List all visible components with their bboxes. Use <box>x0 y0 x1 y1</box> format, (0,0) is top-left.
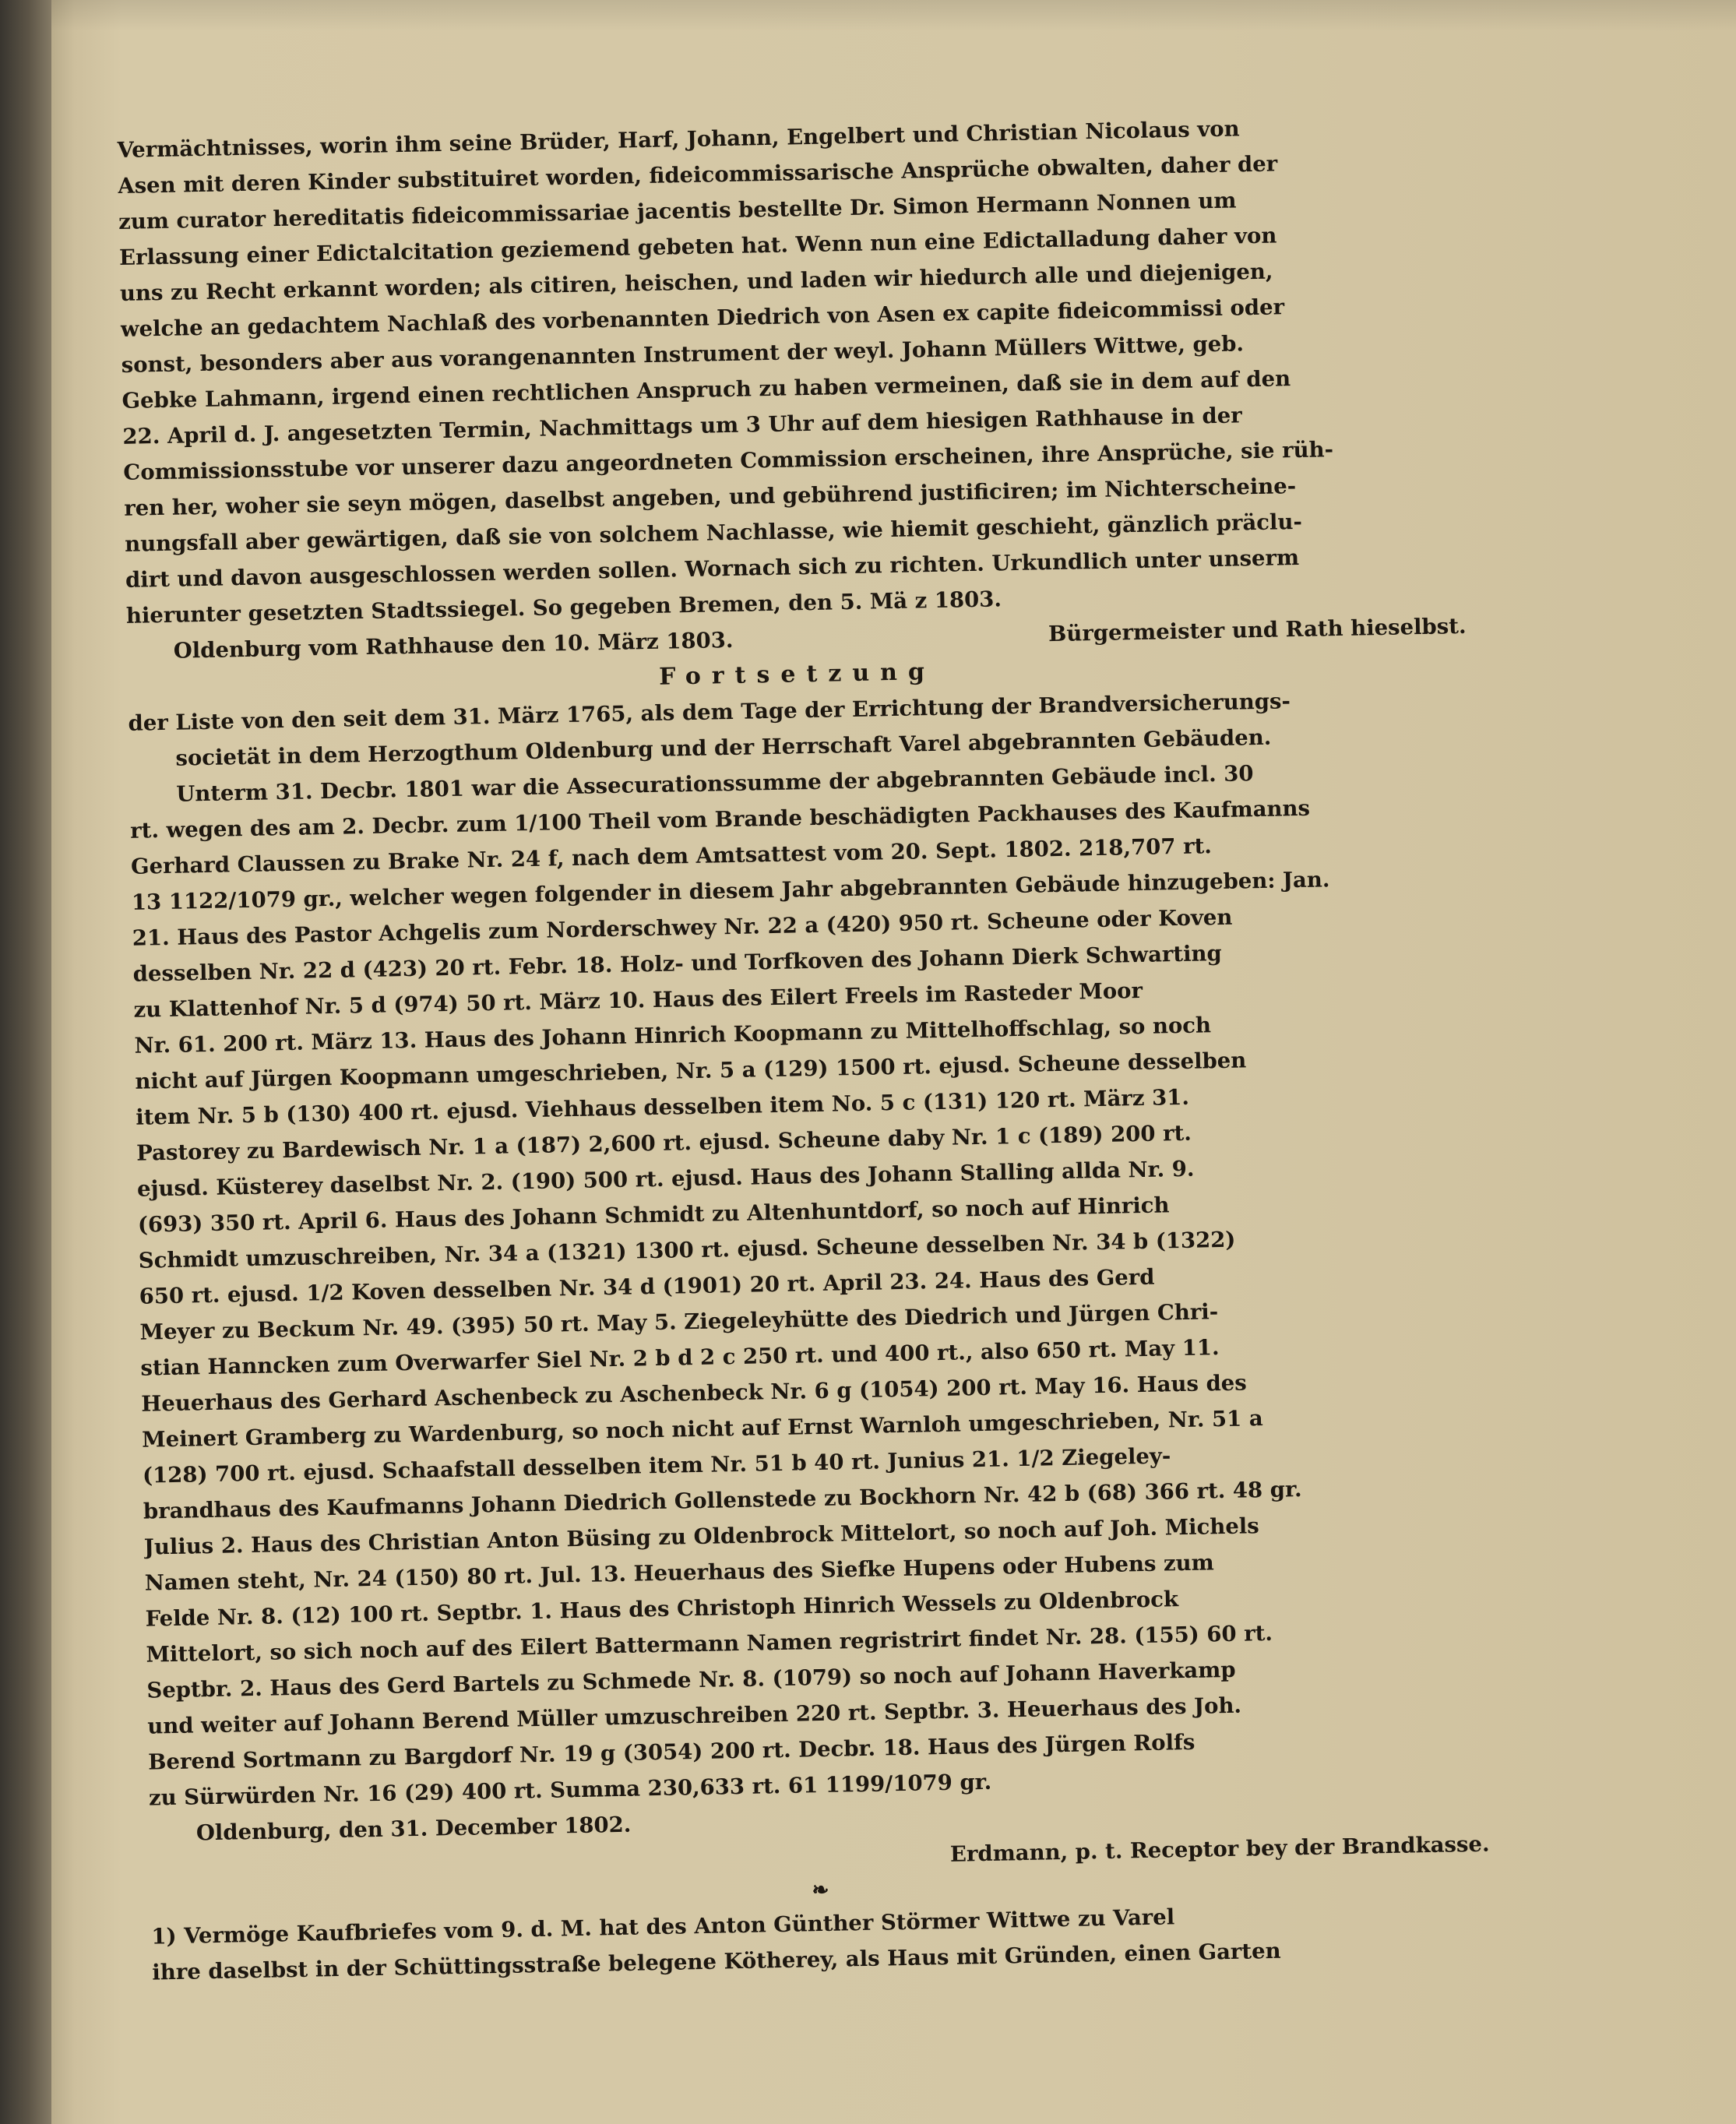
text-line: hierunter gesetzten Stadtssiegel. So gegeben Bremen, den 5. Mä z 1803. <box>125 586 1002 629</box>
list-line: Heuerhaus des Gerhard Aschenbeck zu Aschenbeck Nr. 6 g (1054) 200 rt. May 16. Haus des <box>141 1370 1248 1417</box>
list-line: ejusd. Küsterey daselbst Nr. 2. (190) 500 rt. ejusd. Haus des Johann Stalling allda Nr. 9. <box>136 1156 1195 1202</box>
subtitle-line: societät in dem Herzogthum Oldenburg und der Herrschaft Varel abgebrannten Gebäuden. <box>175 724 1272 771</box>
list-line: Pastorey zu Bardewisch Nr. 1 a (187) 2,600 rt. ejusd. Scheune daby Nr. 1 c (189) 200 rt. <box>136 1120 1192 1166</box>
closing-place-date: Oldenburg, den 31. December 1802. <box>195 1812 632 1846</box>
list-line: Julius 2. Haus des Christian Anton Büsing zu Oldenbrock Mittelort, so noch auf Joh. Michels <box>143 1513 1260 1560</box>
list-line: zu Klattenhof Nr. 5 d (974) 50 rt. März 10. Haus des Eilert Freels im Rasteder Moor <box>133 977 1143 1023</box>
page-shadow <box>51 0 1736 31</box>
list-line: Felde Nr. 8. (12) 100 rt. Septbr. 1. Haus des Christoph Hinrich Wessels zu Oldenbrock <box>145 1587 1179 1632</box>
list-line: Mittelort, so sich noch auf des Eilert Battermann Namen regristrirt findet Nr. 28. (155) 60 rt. <box>146 1620 1273 1668</box>
list-line: Septbr. 2. Haus des Gerd Bartels zu Schmede Nr. 8. (1079) so noch auf Johann Haverkamp <box>146 1657 1236 1703</box>
issuer-right: Bürgermeister und Rath hieselbst. <box>1048 613 1467 647</box>
text-line: welche an gedachtem Nachlaß des vorbenannten Diedrich von Asen ex capite fideicommissi oder <box>120 294 1285 342</box>
list-line: Meyer zu Beckum Nr. 49. (395) 50 rt. May 5. Ziegeleyhütte des Diedrich und Jürgen Chri- <box>139 1299 1219 1345</box>
list-line: Meinert Gramberg zu Wardenburg, so noch nicht auf Ernst Warnloh umgeschrieben, Nr. 51 a <box>141 1406 1263 1453</box>
book-gutter <box>0 0 51 2124</box>
list-line: (693) 350 rt. April 6. Haus des Johann Schmidt zu Altenhuntdorf, so noch auf Hinrich <box>137 1192 1170 1238</box>
list-line: stian Hanncken zum Overwarfer Siel Nr. 2 b d 2 c 250 rt. und 400 rt., also 650 rt. May 11. <box>140 1335 1220 1381</box>
list-line: item Nr. 5 b (130) 400 rt. ejusd. Viehhaus desselben item No. 5 c (131) 120 rt. März 31. <box>135 1084 1190 1130</box>
text-line: Commissionsstube vor unserer dazu angeordneten Commission erscheinen, ihre Ansprüche, sie rüh- <box>123 437 1334 485</box>
ornament-icon: ❧ <box>812 1878 829 1903</box>
list-line: Unterm 31. Decbr. 1801 war die Assecurationssumme der abgebrannten Gebäude incl. 30 <box>176 761 1254 807</box>
list-line: 13 1122/1079 gr., welcher wegen folgender in diesem Jahr abgebrannten Gebäude hinzugeben: Jan. <box>131 867 1330 915</box>
text-line: nungsfall aber gewärtigen, daß sie von solchem Nachlasse, wie hiemit geschieht, gänzlich präclu- <box>124 509 1303 557</box>
closing-signature: Erdmann, p. t. Receptor bey der Brandkasse. <box>949 1831 1490 1867</box>
notice-line: 1) Vermöge Kaufbriefes vom 9. d. M. hat des Anton Günther Störmer Wittwe zu Varel <box>151 1904 1175 1950</box>
page-text <box>117 107 1491 1986</box>
text-line: sonst, besonders aber aus vorangenannten Instrument der weyl. Johann Müllers Wittwe, geb. <box>121 331 1245 378</box>
list-line: Berend Sortmann zu Bargdorf Nr. 19 g (3054) 200 rt. Decbr. 18. Haus des Jürgen Rolfs <box>147 1729 1195 1775</box>
text-line: 22. April d. J. angesetzten Termin, Nachmittags um 3 Uhr auf dem hiesigen Rathhause in der <box>122 403 1243 449</box>
text-line: zum curator hereditatis fideicommissariae jacentis bestellte Dr. Simon Hermann Nonnen um <box>118 188 1237 234</box>
list-line: brandhaus des Kaufmanns Johann Diedrich Gollenstede zu Bockhorn Nr. 42 b (68) 366 rt. 48 gr. <box>143 1477 1302 1524</box>
section-heading: Fortsetzung <box>658 657 936 691</box>
text-line: Asen mit deren Kinder substituiret worden, fideicommissarische Ansprüche obwalten, daher der <box>118 151 1278 199</box>
text-line: ren her, woher sie seyn mögen, daselbst angeben, und gebührend justificiren; im Nichterscheine- <box>123 474 1297 521</box>
list-line: Namen steht, Nr. 24 (150) 80 rt. Jul. 13. Heuerhaus des Siefke Hupens oder Hubens zum <box>144 1550 1214 1596</box>
list-line: Gerhard Claussen zu Brake Nr. 24 f, nach dem Amtsattest vom 20. Sept. 1802. 218,707 rt. <box>130 833 1213 879</box>
subtitle-line: der Liste von den seit dem 31. März 1765, als dem Tage der Errichtung der Brandversicherungs- <box>128 689 1291 736</box>
text-line: Erlassung einer Edictalcitation geziemend gebeten hat. Wenn nun eine Edictalladung daher von <box>118 223 1277 270</box>
list-line: nicht auf Jürgen Koopmann umgeschrieben, Nr. 5 a (129) 1500 rt. ejusd. Scheune desselben <box>135 1048 1247 1094</box>
list-line: rt. wegen des am 2. Decbr. zum 1/100 Theil vom Brande beschädigten Packhauses des Kaufmanns <box>129 795 1311 844</box>
place-date-left: Oldenburg vom Rathhause den 10. März 1803. <box>173 627 734 664</box>
list-line: Nr. 61. 200 rt. März 13. Haus des Johann Hinrich Koopmann zu Mittelhoffschlag, so noch <box>134 1013 1212 1058</box>
list-line: und weiter auf Johann Berend Müller umzuschreiben 220 rt. Septbr. 3. Heuerhaus des Joh. <box>146 1693 1242 1739</box>
list-line: 650 rt. ejusd. 1/2 Koven desselben Nr. 34 d (1901) 20 rt. April 23. 24. Haus des Gerd <box>139 1264 1155 1309</box>
text-line: Vermächtnisses, worin ihm seine Brüder, Harf, Johann, Engelbert und Christian Nicolaus von <box>117 116 1240 163</box>
list-line: 21. Haus des Pastor Achgelis zum Norderschwey Nr. 22 a (420) 950 rt. Scheune oder Koven <box>132 904 1233 951</box>
list-line: desselben Nr. 22 d (423) 20 rt. Febr. 18. Holz- und Torfkoven des Johann Dierk Schwarting <box>132 940 1223 987</box>
list-line: Schmidt umzuschreiben, Nr. 34 a (1321) 1300 rt. ejusd. Scheune desselben Nr. 34 b (1322) <box>138 1227 1236 1273</box>
list-line: (128) 700 rt. ejusd. Schaafstall desselben item Nr. 51 b 40 rt. Junius 21. 1/2 Ziegeley- <box>142 1443 1171 1488</box>
text-line: uns zu Recht erkannt worden; als citiren, heischen, und laden wir hiedurch alle und diejenigen, <box>119 259 1273 306</box>
notice-line: ihre daselbst in der Schüttingsstraße belegene Kötherey, als Haus mit Gründen, einen Garten <box>152 1938 1281 1985</box>
list-line: zu Sürwürden Nr. 16 (29) 400 rt. Summa 230,633 rt. 61 1199/1079 gr. <box>148 1769 992 1811</box>
text-line: Gebke Lahmann, irgend einen rechtlichen Anspruch zu haben vermeinen, daß sie in dem auf den <box>121 366 1291 414</box>
text-line: dirt und davon ausgeschlossen werden sollen. Wornach sich zu richten. Urkundlich unter unserm <box>125 544 1300 593</box>
